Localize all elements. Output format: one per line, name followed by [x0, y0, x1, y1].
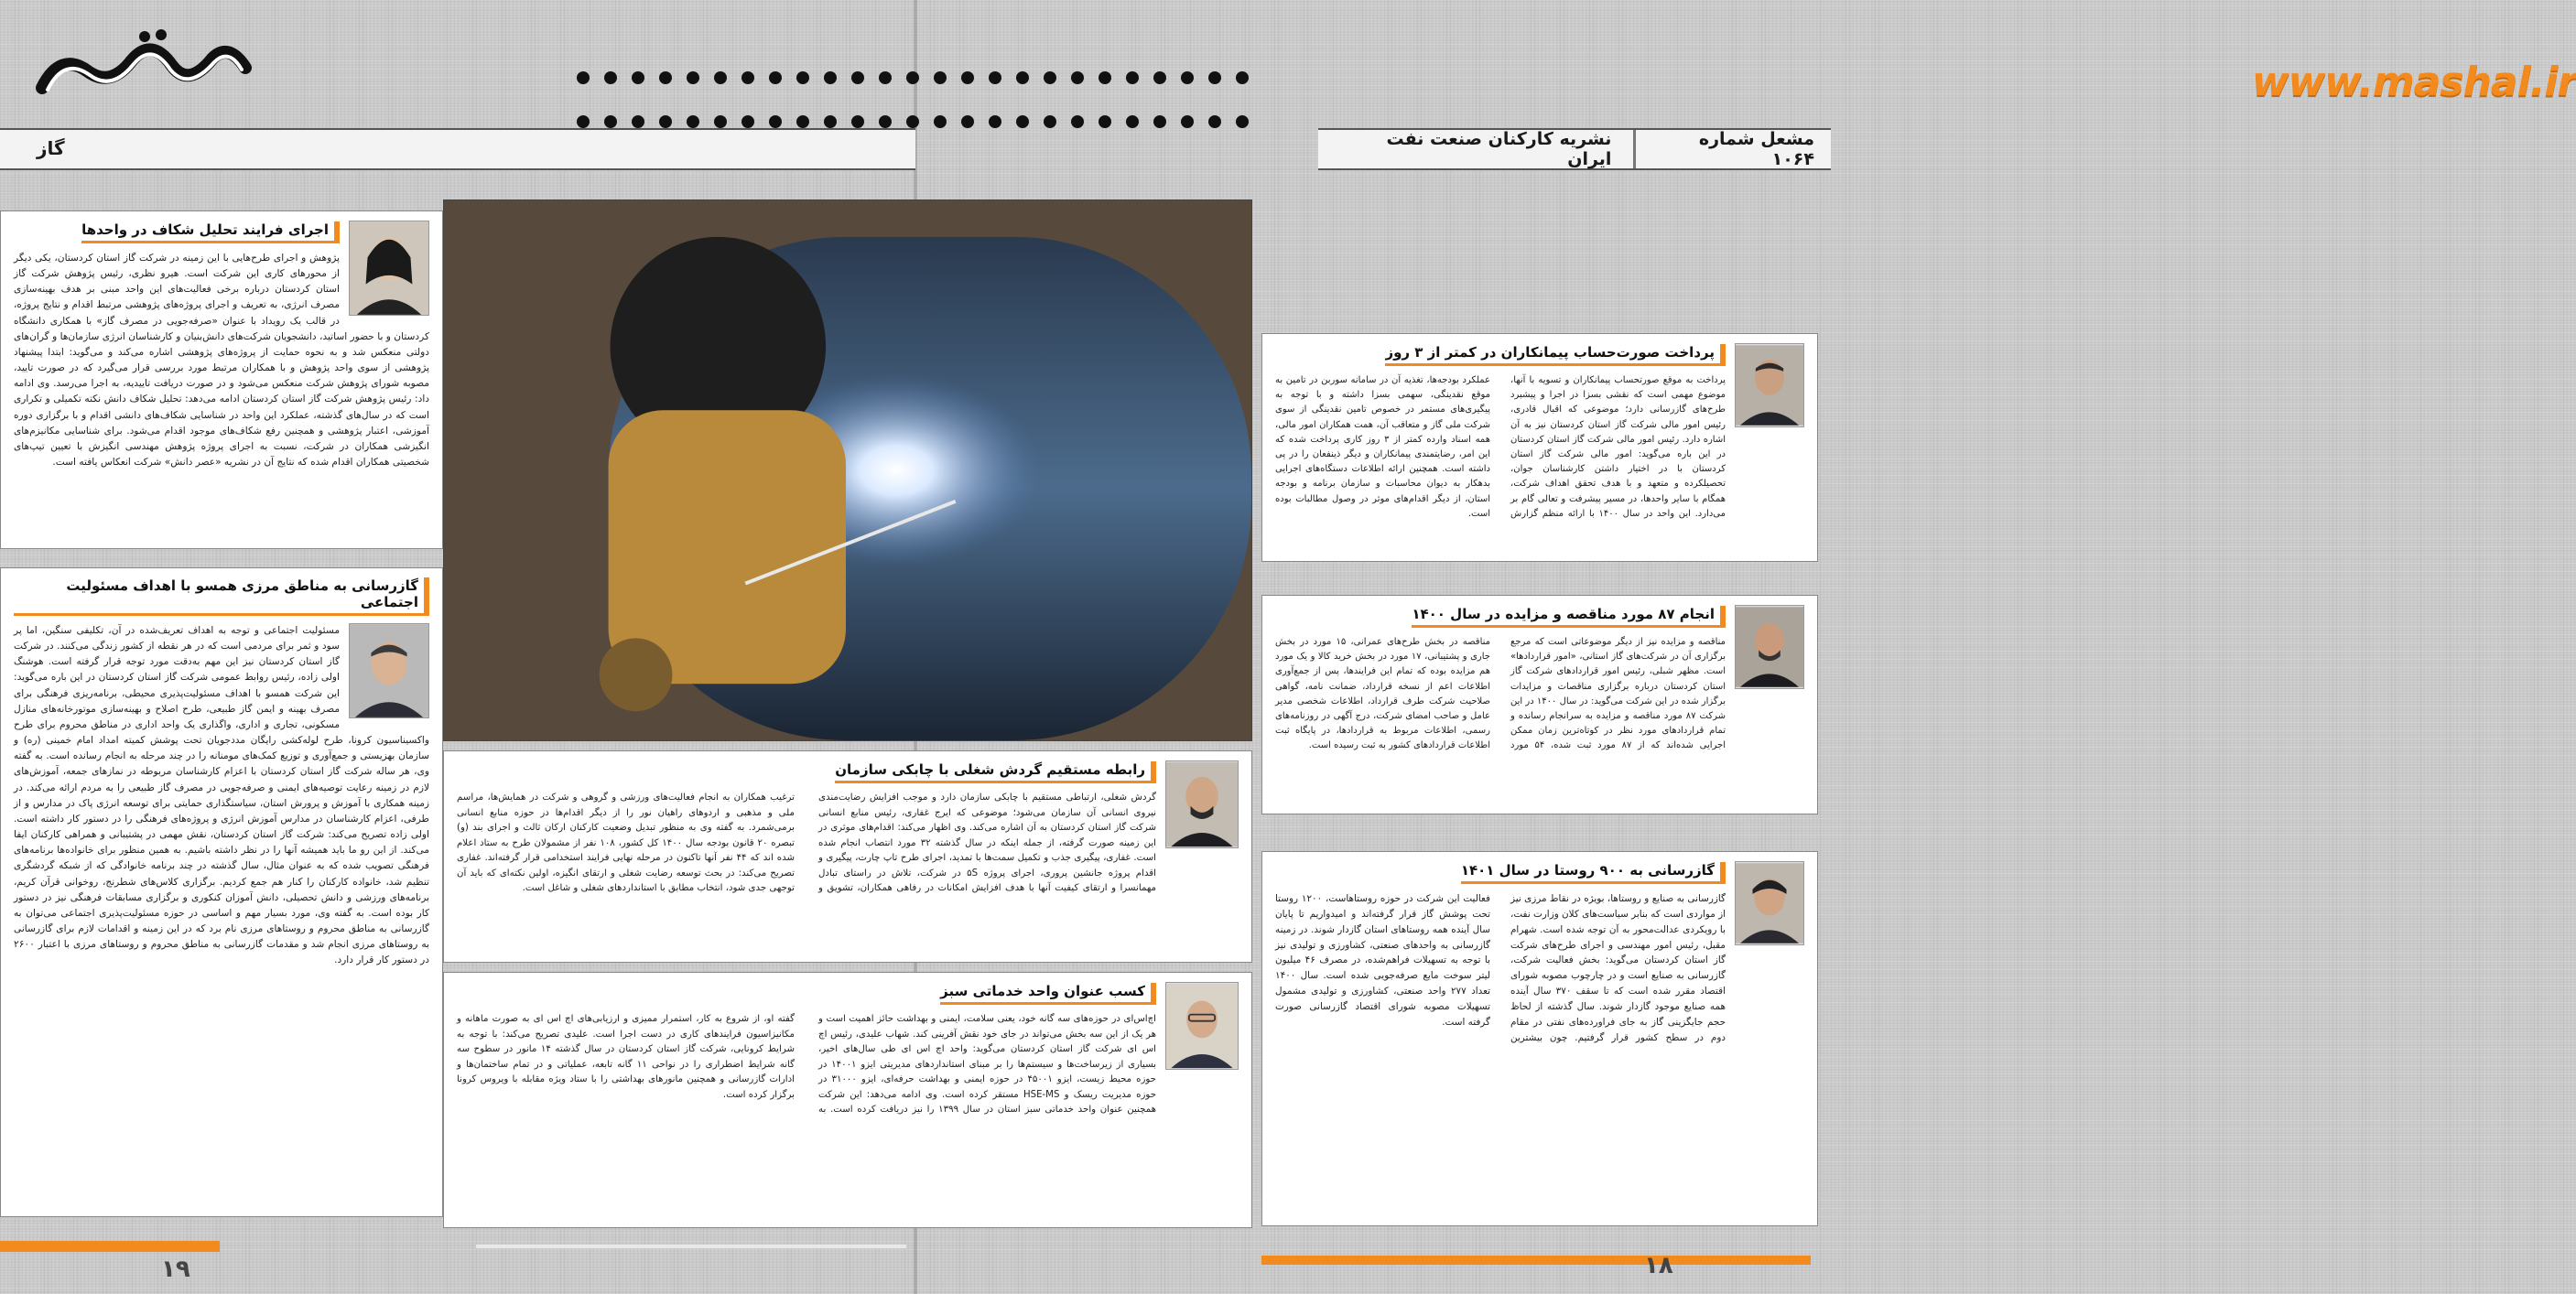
issue-number: مشعل شماره ۱۰۶۴: [1633, 130, 1831, 168]
page-number-right: ۱۸: [1644, 1252, 1673, 1279]
article-body: پرداخت به موقع صورتحساب پیمانکاران و تسویه با آنها، موضوع مهمی است که نقشی بسزا در اجرا و پیشبرد طرح‌های گازرسانی دارد؛ موضوعی که اقبال قادری، رئیس امور مالی شرکت گاز استان کردستان نیز به آن اشاره دارد. رئیس امور مالی شرکت گاز استان کردستان در این باره می‌گوید: امور مالی شرکت گاز استان کردستان با در اختیار داشتن کارشناسان جوان، تحصیلکرده و متعهد و با هدف تحقق اهداف شرکت، همگام با سایر واحدها، در مسیر پیشرفت و تعالی گام بر می‌دارد. این واحد در سال ۱۴۰۰ با ارائه منظم گزارش عملکرد بودجه‌ها، تغذیه آن در سامانه سوربن در تامین به موقع نقدینگی، سهمی بسزا داشته و با توجه به پیگیری‌های مستمر در خصوص تامین نقدینگی از سوی شرکت ملی گاز و متعاقب آن، همت همکاران امور مالی، همه اسناد وارده کمتر از ۳ روز کاری پرداخت شده که این امر، رضایتمندی پیمانکاران و دیگر ذینفعان را در پی داشته است. همچنین ارائه اطلاعات دستگاه‌های اجرایی بدهکار به دیوان محاسبات و سازمان برنامه و بودجه استان، از دیگر اقدام‌های موثر در وصول مطالبات بوده است.: [1275, 375, 1726, 519]
portrait-photo: [349, 623, 429, 718]
decorative-dot: [577, 71, 590, 84]
decorative-dot: [741, 71, 754, 84]
decorative-dot: [577, 115, 590, 128]
article-tenders: [1261, 595, 1818, 814]
decorative-dot: [604, 115, 617, 128]
article-rural-villages: [1261, 851, 1818, 1226]
article-fracture-analysis: [0, 210, 443, 549]
article-body: گردش شغلی، ارتباطی مستقیم با چابکی سازمان دارد و موجب افزایش رضایت‌مندی نیروی انسانی آن سازمان می‌شود؛ موضوعی که ایرج غفاری، رئیس منابع انسانی شرکت گاز استان کردستان به آن اشاره می‌کند. وی اظهار می‌کند: اقدام‌های موثری در این زمینه صورت گرفته، از جمله اینکه در سال گذشته ۳۲ مورد انتصاب انجام شده است. غفاری، پیگیری جذب و تکمیل سمت‌ها با تمدید، اجرای طرح تاپ چارت، پیگیری و اقدام پروژه جانشین پروری، اجرای پروژه ۵S در شرکت، تلاش در راستای تبادل مهمانسرا و ارتقای کیفیت آنها با هدف افزایش امکانات در رفاهی همکاران، تشویق و ترغیب همکاران به انجام فعالیت‌های ورزشی و گروهی و شرکت در همایش‌ها، مراسم ملی و مذهبی و اردوهای راهیان نور را از دیگر اقدام‌ها در حوزه منابع انسانی برمی‌شمرد. به گفته وی به منظور تبدیل وضعیت کارکنان ارکان ثالث و اجرای بند (و) تبصره ۲۰ قانون بودجه سال ۱۴۰۰ کل کشور، ۱۰۸ نفر از مشمولان طرح به ستاد اعلام شده اند که ۴۴ نفر آنها تاکنون در مرحله نهایی فرایند استخدامی قرار گرفته‌اند. غفاری تصریح می‌کند: در بحث توسعه رضایت شغلی و ارتقای انگیزه، اولین نکته‌ای که باید آن توجهی جدی شود، انتخاب مطابق با استانداردهای شغلی و شاغل است.: [457, 793, 1157, 894]
portrait-photo: [1735, 343, 1804, 427]
article-headline: گازرسانی به مناطق مرزی همسو با اهداف مسئولیت اجتماعی: [14, 577, 429, 616]
decorative-dot: [769, 115, 782, 128]
decorative-dot: [687, 115, 699, 128]
decorative-dot: [824, 115, 837, 128]
portrait-photo: [349, 221, 429, 316]
publication-name: نشریه کارکنان صنعت نفت ایران: [1386, 129, 1612, 169]
article-contractor-payments: [1261, 333, 1818, 562]
decorative-dot: [714, 115, 727, 128]
decorative-dot: [796, 115, 809, 128]
decorative-dot: [879, 115, 892, 128]
article-body: گازرسانی به صنایع و روستاها، بویژه در نقاط مرزی نیز از مواردی است که بنابر سیاست‌های کلان وزارت نفت، با رویکردی عدالت‌محور به آن توجه شده است. شهرام مقبل، رئیس امور مهندسی و اجرای طرح‌های شرکت گاز استان کردستان می‌گوید: بخش فعالیت شرکت، گازرسانی به صنایع است و در چارچوب مصوبه شورای اقتصاد مقرر شده است که تا سقف ۳۷۰ سال آینده همه صنایع موجود گازدار شوند. سال گذشته از لحاظ حجم جایگزینی گاز به جای فراورده‌های نفتی در مقام دوم در سطح کشور قرار گرفتیم. چون بیشترین فعالیت این شرکت در حوزه روستاهاست، ۱۲۰۰ روستا تحت پوشش گاز قرار گرفته‌اند و امیدواریم تا پایان سال آینده همه روستاهای استان گازدار شوند. در زمینه گازرسانی به واحدهای صنعتی، کشاورزی و تولیدی نیز با توجه به تسهیلات فراهم‌شده، در مصرف ۴۶ میلیون لیتر سوخت مایع صرفه‌جویی شده است. سال ۱۴۰۰ تعداد ۲۷۷ واحد صنعتی، کشاورزی و تولیدی مشمول تسهیلات مصوبه شورای اقتصاد گازرسانی صورت گرفته است.: [1275, 893, 1726, 1043]
footer-accent: [476, 1245, 906, 1248]
article-border-gas: [0, 567, 443, 1217]
article-headline: انجام ۸۷ مورد مناقصه و مزایده در سال ۱۴۰۰: [1412, 606, 1726, 628]
article-headline: کسب عنوان واحد خدماتی سبز: [940, 983, 1156, 1005]
mashal-logo: [33, 24, 253, 108]
decorative-dot: [796, 71, 809, 84]
footer-accent: [0, 1241, 220, 1252]
decorative-dot: [851, 115, 864, 128]
article-body: پژوهش و اجرای طرح‌هایی با این زمینه در شرکت گاز استان کردستان، یکی دیگر از محورهای کاری این شرکت است. هیرو نظری، رئیس پژوهش شرکت گاز استان کردستان درباره برخی فعالیت‌های این واحد مبنی بر هدف بهینه‌سازی مصرف انرژی، به تعریف و اجرای پروژه‌های پژوهشی مرتبط اقدام و نتایج پروژه، در قالب یک رویداد با عنوان «صرفه‌جویی در مصرف گاز» با همکاری دانشگاه کردستان و با حضور اساتید، دانشجویان شرکت‌های دانش‌بنیان و کارشناسان انرژی سازمان‌ها و گران‌های دولتی منعکس شد و به نحوه حمایت از پروژه‌های پژوهشی اشاره می‌کند و می‌گوید: ابتدا پیشنهاد پژوهشی از سوی واحد پژوهش و با همکاران مرتبط مورد بررسی قرار می‌گیرد که در صورت تایید، مصوبه شورای پژوهش شرکت منعکس می‌شود و در صورت دریافت تاییدیه، به اجرا می‌رسد. وی ادامه داد: رئیس پژوهش شرکت گاز استان کردستان ادامه می‌دهد: تحلیل شکاف دانش نکته تکمیلی و تکراری است که در سال‌های گذشته، عملکرد این واحد در شناسایی شکاف‌های دانشی اقدام و با برگزاری دوره آموزشی، اعتبار پژوهشی و همچنین رفع شکاف‌های موجود اقدام می‌شود. برای شناسایی مکانیزم‌های انگیزشی همکاران در شرکت، نسبت به اجرای پروژه پژوهش مهندسی انگیزش با تعیین تیپ‌های شخصیتی همکاران اقدام شده که نتایج آن در نشریه «عصر دانش» شرکت انعکاس یافته است.: [14, 253, 429, 469]
decorative-dot: [659, 115, 672, 128]
decorative-dot: [632, 71, 644, 84]
article-body: اچ‌اس‌ای در حوزه‌های سه گانه خود، یعنی سلامت، ایمنی و بهداشت حائز اهمیت است و هر یک از این سه بخش می‌تواند در جای خود نقش آفرینی کند. شهاب علیدی، رئیس اچ اس ای شرکت گاز استان کردستان می‌گوید: واحد اچ اس ای طی سال‌های اخیر، بسیاری از زیرساخت‌ها و سیستم‌ها را بر مبنای استانداردهای مدیریتی ایزو ۱۴۰۰۱ در حوزه محیط زیست، ایزو ۴۵۰۰۱ در حوزه ایمنی و بهداشت حرفه‌ای، ایزو ۳۱۰۰۰ در حوزه مدیریت ریسک و HSE-MS مستقر کرده است. وی ادامه می‌دهد: این شرکت همچنین عنوان واحد خدماتی سبز استان در سال ۱۳۹۹ را نیز دریافت کرده است. به گفته او، از شروع به کار، استمرار ممیزی و ارزیابی‌های اچ اس ای به صورت ماهانه و مکانیزاسیون فرایندهای کاری در دست اجرا است. علیدی تصریح می‌کند: با توجه به شرایط کرونایی، شرکت گاز استان کردستان در سال گذشته ۱۴ مانور در سطوح سه گانه شرایط اضطراری را در نواحی ۱۱ گانه تابعه، عملیاتی و در تمام ساختمان‌ها و ادارات گازرسانی و همچنین مانورهای بهداشتی را با ستاد ویژه مقابله با ویروس کرونا برگزار کرده است.: [457, 1014, 1156, 1116]
decorative-dot: [632, 115, 644, 128]
article-headline: پرداخت صورت‌حساب پیمانکاران در کمتر از ۳ روز: [1385, 344, 1726, 366]
decorative-dot: [714, 71, 727, 84]
article-headline: اجرای فرایند تحلیل شکاف در واحدها: [81, 221, 340, 243]
decorative-dot: [879, 71, 892, 84]
decorative-dot: [604, 71, 617, 84]
article-headline: رابطه مستقیم گردش شغلی با چابکی سازمان: [835, 761, 1156, 783]
decorative-dot: [741, 115, 754, 128]
article-headline: گازرسانی به ۹۰۰ روستا در سال ۱۴۰۱: [1461, 862, 1726, 884]
article-body: مناقصه و مزایده نیز از دیگر موضوعاتی است که مرجع برگزاری آن در شرکت‌های گاز استانی، «امور قراردادها» است. مظهر شبلی، رئیس امور قراردادهای شرکت گاز استان کردستان درباره برگزاری مناقصات و مزایدات برگزار شده در این شرکت می‌گوید: در سال ۱۴۰۰ در این شرکت ۸۷ مورد مناقصه و مزایده به سرانجام رسانده و تمام قراردادهای مورد نظر در کوتاه‌ترین زمان ممکن اجرایی شده‌اند که از ۸۷ مورد ثبت شده، ۵۴ مورد مناقصه در بخش طرح‌های عمرانی، ۱۵ مورد در بخش جاری و پشتیبانی، ۱۷ مورد در بخش خرید کالا و یک مورد هم مزایده بوده که تمام این فرایندها، پس از جمع‌آوری اطلاعات اعم از نسخه قرارداد، ضمانت نامه، گواهی صلاحیت شرکت طرف قرارداد، اطلاعات شخصی مدیر عامل و صاحب امضای شرکت، درج آگهی در روزنامه‌های رسمی، اطلاعات مربوط به قراردادها، در پایگاه ثبت اطلاعات قراردادهای کشور به ثبت رسیده است.: [1275, 637, 1726, 751]
decorative-dot: [659, 71, 672, 84]
decorative-dot: [769, 71, 782, 84]
left-footer: [0, 1239, 915, 1294]
page-number-left: ۱۹: [161, 1256, 190, 1283]
masthead-bar: [1318, 128, 1831, 170]
decorative-dot: [824, 71, 837, 84]
decorative-dot: [687, 71, 699, 84]
article-body: مسئولیت اجتماعی و توجه به اهداف تعریف‌شده در آن، تکلیفی سنگین، اما پر سود و ثمر برای مردمی است که در هر نقطه از کشور زندگی می‌کنند. در شرکت گاز استان کردستان نیز این مهم به‌دقت مورد توجه قرار گرفته است. هوشنگ اولی زاده، رئیس روابط عمومی شرکت گاز استان کردستان در این باره می‌گوید: این شرکت همسو با اهداف مسئولیت‌پذیری محیطی، برنامه‌ریزی فرهنگی برای مصرف بهینه و ایمن گاز طبیعی، طرح اصلاح و بهینه‌سازی موتورخانه‌های منازل مسکونی، تجاری و اداری، واگذاری یک واحد اداری در مناطق محروم برای طرح واکسیناسیون کرونا، طرح لوله‌کشی رایگان مددجویان تحت پوشش کمیته امداد امام خمینی (ره) و سازمان بهزیستی و جمع‌آوری و توزیع کمک‌های مومنانه را در چند مرحله به انجام رسانده است. به گفته وی، هر ساله شرکت گاز استان کردستان با اعزام کارشناسان مربوطه در نمازهای جمعه، آموزش‌های لازم در زمینه رعایت توصیه‌های ایمنی و صرفه‌جویی در مصرف گاز طبیعی را به مردم ارائه می‌کند. در زمینه همکاری با آموزش و پرورش استان، سیاستگذاری حمایتی برای توسعه انرژی پاک در مدارس و از طرفی، اعزام کارشناسان در مدارس آموزش انرژی و پروژه‌های فرهنگی را در دستور کار داشته است. اولی زاده تصریح می‌کند: شرکت گاز استان کردستان، نقش مهمی در پشتیبانی و همراهی کارکنان ایفا می‌کند. از این رو ما باید همیشه آنها را در نظر داشته باشیم. به همین منظور برای خانواده‌ها برنامه‌های فرهنگی تصویب شده که به عنوان مثال، سال گذشته در چند برنامه خانوادگی که از شبکه گردشگری تنظیم شد، خانواده کارکنان را کنار هم جمع کردیم. برگزاری کلاس‌های شطرنج، روخوانی قرآن کریم، برنامه‌های ورزشی و دانش تحصیلی، دانش آموزان کنکوری و برگزاری مسابقات فرهنگی نیز در دستور کار بوده است. به گفته وی، مورد بسیار مهم و اساسی در حوزه مسئولیت‌پذیری اجتماعی می‌توان به گازرسانی به مناطق محروم و روستاهای مرزی نام برد که در این زمینه و اقدامات لازم برای گازرسانی به روستاهای مرزی انجام شد و مقدمات گازرسانی به مناطق محروم و روستاهای مرزی با اعتبار ۲۶۰۰ در دستور کار قرار دارد.: [14, 625, 429, 966]
portrait-photo: [1735, 861, 1804, 945]
orange-rule: [1261, 1256, 1811, 1265]
website-url: www.mashal.ir: [2252, 59, 2576, 105]
decorative-dot: [851, 71, 864, 84]
section-label: گاز: [37, 137, 65, 159]
portrait-photo: [1735, 605, 1804, 689]
